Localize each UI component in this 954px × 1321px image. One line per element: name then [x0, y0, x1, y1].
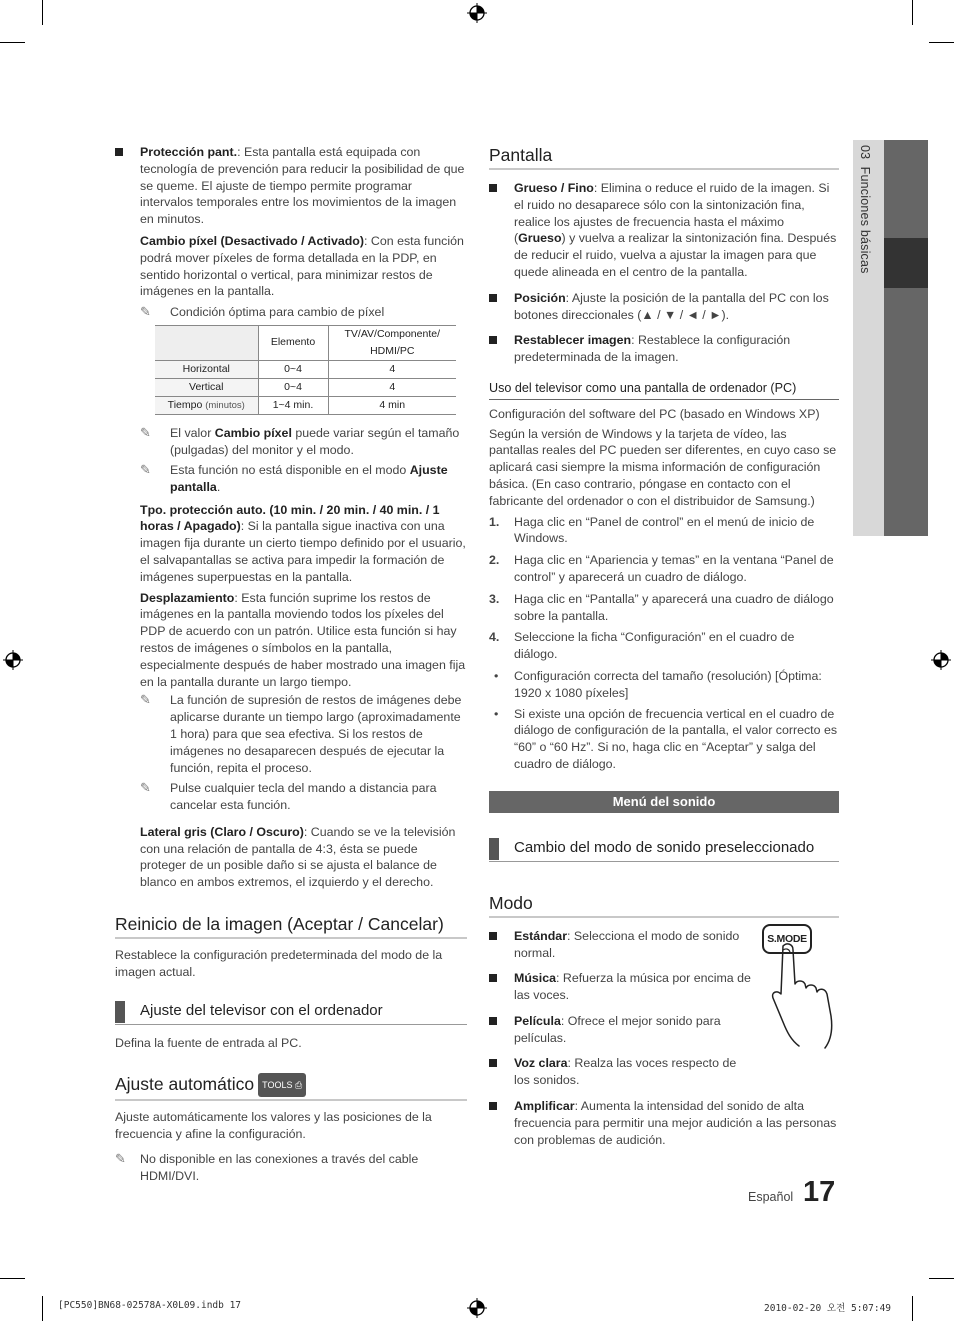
- pencil-note-icon: ✎: [140, 780, 151, 796]
- registration-mark-icon: [3, 650, 23, 670]
- chapter-tab-dark: [884, 140, 928, 536]
- square-bullet-icon: [115, 148, 123, 156]
- square-bullet-icon: [489, 932, 497, 940]
- crop-mark: [929, 1278, 954, 1279]
- pencil-note-icon: ✎: [115, 1151, 126, 1167]
- list-item: Voz clara: Realza las voces respecto de los sonidos.: [489, 1055, 754, 1089]
- table-cell: Tiempo (minutos): [155, 396, 258, 415]
- paragraph: Tpo. protección auto. (10 min. / 20 min. / 40 min. / 1 horas / Apagado): Si la pantalla sigue inactiva con una imagen fija durante un cierto tiempo definido por el usuario, el salvapantallas se activa para impedir la formación de imágenes superpuestas en la pantalla.: [140, 502, 466, 584]
- sub-item: [115, 233, 467, 300]
- pencil-note-icon: ✎: [140, 692, 151, 708]
- sub-item: [115, 590, 467, 814]
- square-bullet-icon: [489, 294, 497, 302]
- table-header-row: [155, 325, 456, 360]
- table-cell: 0~4: [258, 378, 328, 396]
- note: ✎ Esta función no está disponible en el modo Ajuste pantalla.: [140, 461, 448, 494]
- square-bullet-icon: [489, 1102, 497, 1110]
- table-cell: Horizontal: [155, 360, 258, 378]
- list-item: Música: Refuerza la música por encima de las voces.: [489, 970, 754, 1004]
- left-column: [115, 144, 467, 1188]
- subsection-title: Cambio del modo de sonido preseleccionado: [489, 838, 839, 862]
- registration-mark-icon: [467, 1298, 487, 1318]
- pixel-shift-table: [155, 325, 456, 415]
- table-cell: 0~4: [258, 360, 328, 378]
- crop-mark: [42, 1296, 43, 1321]
- step-item: 1. Haga clic en “Panel de control” en el menú de inicio de Windows.: [489, 514, 815, 546]
- table-row: [155, 378, 456, 396]
- section-title: Reinicio de la imagen (Aceptar / Cancelar): [115, 913, 467, 939]
- chapter-title: Funciones básicas: [858, 166, 872, 274]
- square-bullet-icon: [489, 1059, 497, 1067]
- bullet-item: • Si existe una opción de frecuencia vertical en el cuadro de diálogo de configuración de la pantalla, el valor correcto es “60” o “60 Hz”. Si no, haga clic en “Aceptar” y salga del cuadro de diálogo.: [494, 706, 838, 771]
- subheading: Uso del televisor como una pantalla de ordenador (PC): [489, 380, 839, 400]
- table-cell: Vertical: [155, 378, 258, 396]
- paragraph: Desplazamiento: Esta función suprime los restos de imágenes en la pantalla moviendo todos los píxeles del PDP de acuerdo con un patrón. Utilice esta función si hay restos de imágenes o símbolos en la pantalla, especialmente después de haber mostrado una imagen fija en la pantalla durante un largo tiempo.: [140, 590, 466, 689]
- paragraph: Restablece la configuración predeterminada del modo de la imagen actual.: [115, 948, 443, 979]
- pencil-note-icon: ✎: [140, 304, 151, 320]
- dot-bullet-icon: •: [494, 706, 499, 721]
- paragraph: Protección pant.: Esta pantalla está equipada con tecnología de prevención para reducir la posibilidad de que se queme. El ajuste de tiempo permite programar intervalos temporales entre los movimientos de la imagen en minutos.: [140, 145, 465, 227]
- table-cell: 4: [328, 360, 456, 378]
- hand-pressing-icon: [769, 938, 841, 1050]
- list-item: Posición: Ajuste la posición de la pantalla del PC con los botones direccionales (▲ / ▼ / ◄ / ►).: [489, 290, 839, 324]
- paragraph: Ajuste automáticamente los valores y las posiciones de la frecuencia y afine la configuración.: [115, 1110, 432, 1142]
- table-header-cell: Elemento: [258, 325, 328, 360]
- paragraph: Lateral gris (Claro / Oscuro): Cuando se ve la televisión con una relación de pantalla de 4:3, ésta se puede proteger de un posible daño si se ajusta el balance de blanco en ambos extremos, el izquierdo y el derecho.: [140, 824, 456, 890]
- square-bullet-icon: [489, 184, 497, 192]
- subsection-title: Ajuste del televisor con el ordenador: [115, 1001, 467, 1025]
- step-item: 4. Seleccione la ficha “Configuración” en el cuadro de diálogo.: [489, 630, 795, 662]
- table-header-cell: [155, 325, 258, 360]
- square-bullet-icon: [489, 1017, 497, 1025]
- chapter-tab-label: [858, 145, 872, 274]
- paragraph: Según la versión de Windows y la tarjeta de vídeo, las pantallas reales del PC pueden ser diferentes, en cuyo caso se aplicará casi siempre la misma información de configuración básica. (En caso contrario, póngase en contacto con el fabricante del ordenador o con el distribuidor de Samsung.): [489, 426, 837, 508]
- list-item: Restablecer imagen: Restablece la configuración predeterminada de la imagen.: [489, 332, 839, 366]
- title-bar: [115, 1001, 125, 1023]
- list-item: Película: Ofrece el mejor sonido para películas.: [489, 1013, 754, 1047]
- step-item: 3. Haga clic en “Pantalla” y aparecerá una cuadro de diálogo sobre la pantalla.: [489, 591, 834, 623]
- step-item: 2. Haga clic en “Apariencia y temas” en la ventana “Panel de control” y aparecerá un cuadro de diálogo.: [489, 553, 834, 584]
- list-item: Grueso / Fino: Elimina o reduce el ruido de la imagen. Si el ruido no desaparece sólo con la sintonización fina, realice los ajustes de frecuencia hasta el máximo (Grueso) y vuelva a realizar la sintonización fina. Después de reducir el ruido, vuelva a ajustar la imagen para que quede alineada en el centro de la pantalla.: [489, 180, 839, 281]
- registration-mark-icon: [931, 650, 951, 670]
- pencil-note-icon: ✎: [140, 461, 151, 477]
- section-title: Ajuste automático TOOLS ⎙: [115, 1073, 467, 1101]
- registration-mark-icon: [467, 3, 487, 23]
- table-row: [155, 396, 456, 415]
- bullet-item: • Configuración correcta del tamaño (resolución) [Óptima: 1920 x 1080 píxeles]: [494, 668, 822, 700]
- chapter-tab-marker: [884, 238, 928, 288]
- right-column: [489, 144, 839, 1157]
- crop-mark: [42, 0, 43, 25]
- table-header-cell: TV/AV/Componente/ HDMI/PC: [328, 325, 456, 360]
- sub-item: [115, 425, 467, 495]
- table-cell: 1~4 min.: [258, 396, 328, 415]
- sub-item: [115, 304, 467, 321]
- dot-bullet-icon: •: [494, 668, 499, 683]
- smode-remote-button: S.MODE: [762, 924, 812, 954]
- chapter-number: 03: [858, 145, 872, 160]
- title-bar: [489, 838, 499, 860]
- crop-mark: [0, 1278, 25, 1279]
- square-bullet-icon: [489, 974, 497, 982]
- crop-mark: [912, 1296, 913, 1321]
- crop-mark: [929, 42, 954, 43]
- table-cell: 4: [328, 378, 456, 396]
- section-title: Pantalla: [489, 144, 839, 170]
- square-bullet-icon: [489, 336, 497, 344]
- menu-section-banner: Menú del sonido: [489, 791, 839, 813]
- print-slug-right: 2010-02-20 오전 5:07:49: [764, 1303, 892, 1314]
- footer-language: Español: [748, 1190, 794, 1204]
- sub-item: [115, 502, 467, 586]
- sub-item: [115, 824, 467, 891]
- note: ✎ No disponible en las conexiones a través del cable HDMI/DVI.: [115, 1151, 419, 1183]
- section-title: Modo: [489, 892, 839, 918]
- note: ✎ El valor Cambio píxel puede variar según el tamaño (pulgadas) del monitor y el modo.: [140, 425, 460, 458]
- crop-mark: [0, 42, 25, 43]
- note: ✎ La función de supresión de restos de imágenes debe aplicarse durante un tiempo largo (aproximadamente 1 hora) para que sea efectiva. Si los restos de imágenes no desaparecen después de ejecutar la función, repita el proceso.: [140, 692, 462, 775]
- list-item: Estándar: Selecciona el modo de sonido normal.: [489, 928, 754, 962]
- paragraph: Configuración del software del PC (basado en Windows XP): [489, 406, 820, 421]
- mode-list: [489, 928, 839, 1149]
- paragraph: Defina la fuente de entrada al PC.: [115, 1035, 302, 1050]
- page-number: 17: [803, 1176, 836, 1208]
- tools-badge-icon: TOOLS ⎙: [258, 1073, 306, 1097]
- note: ✎ Condición óptima para cambio de píxel: [140, 304, 385, 320]
- note: ✎ Pulse cualquier tecla del mando a distancia para cancelar esta función.: [140, 780, 437, 813]
- table-cell: 4 min: [328, 396, 456, 415]
- crop-mark: [912, 0, 913, 25]
- table-row: [155, 360, 456, 378]
- list-item: [115, 144, 467, 228]
- list-item: Amplificar: Aumenta la intensidad del sonido de alta frecuencia para permitir una mejor audición a las personas con problemas de audición.: [489, 1098, 839, 1148]
- paragraph: Cambio píxel (Desactivado / Activado): Con esta función podrá mover píxeles de forma detallada en la PDP, en sentido horizontal o vertical, para minimizar restos de imágenes en la pantalla.: [140, 233, 464, 299]
- pencil-note-icon: ✎: [140, 425, 151, 441]
- print-slug-left: [PC550]BN68-02578A-X0L09.indb 17: [58, 1300, 242, 1311]
